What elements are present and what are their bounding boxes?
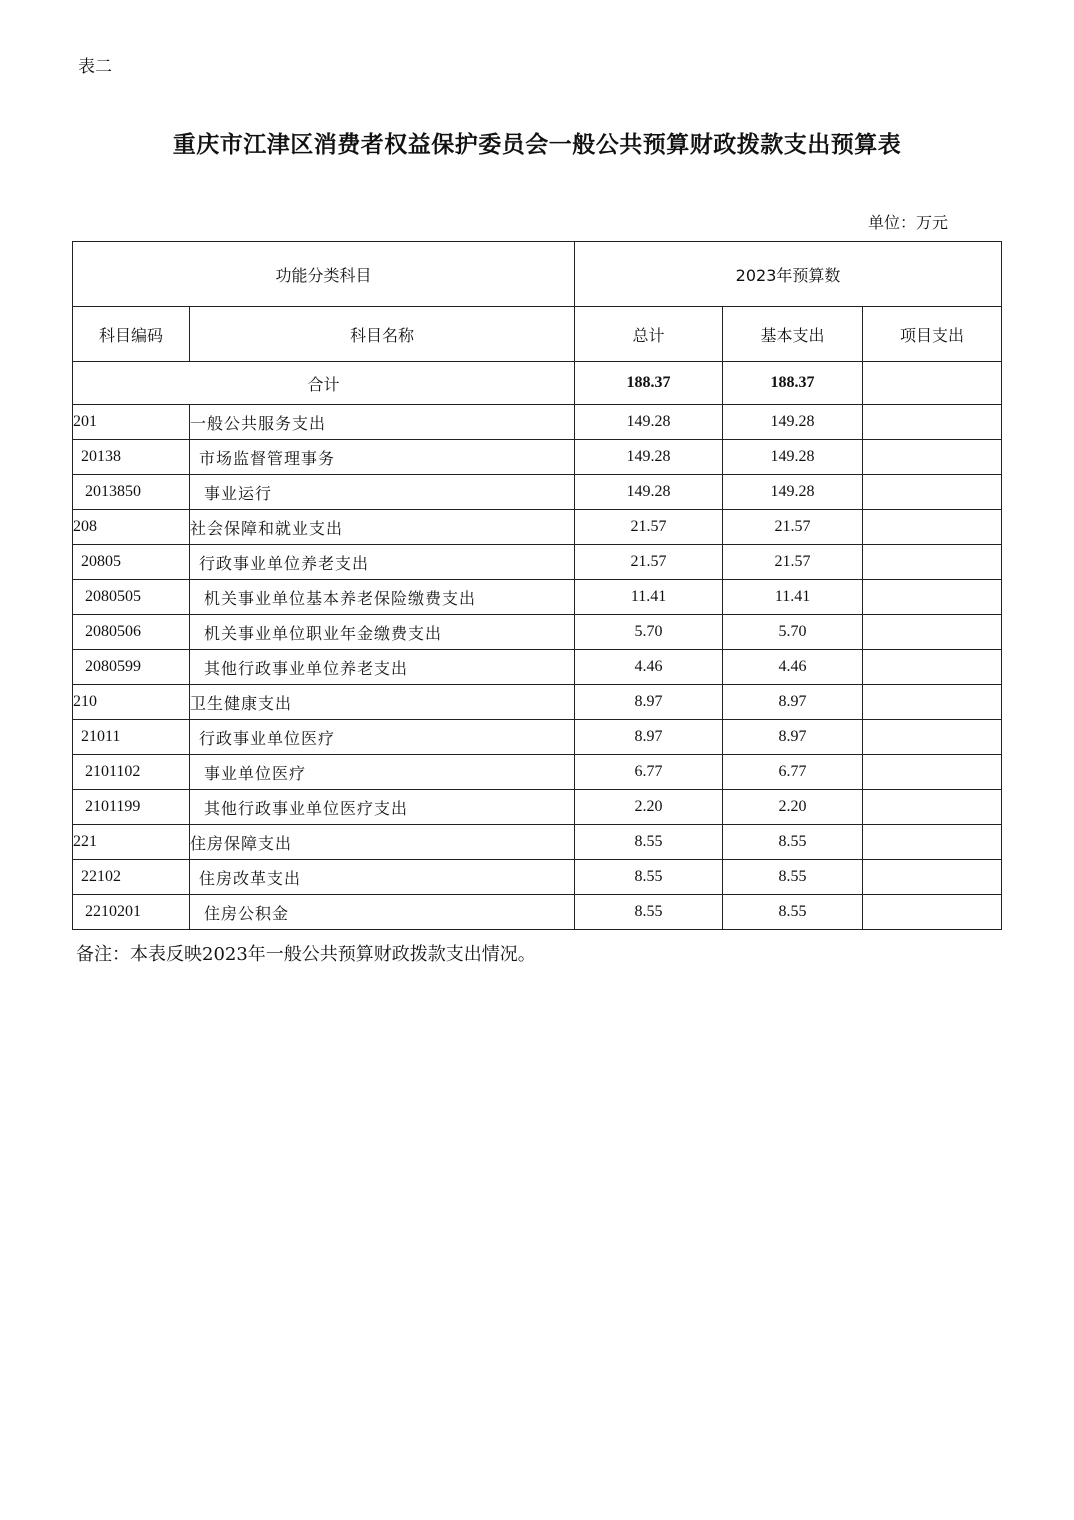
row-total: 4.46 (575, 650, 723, 685)
row-basic: 8.55 (723, 895, 863, 930)
row-project (863, 440, 1002, 475)
row-basic: 8.55 (723, 825, 863, 860)
row-code: 201 (73, 405, 190, 440)
row-total: 8.55 (575, 895, 723, 930)
table-row (73, 755, 1002, 790)
total-label: 合计 (73, 362, 575, 405)
row-basic: 149.28 (723, 405, 863, 440)
row-code: 2013850 (73, 475, 190, 510)
row-basic: 6.77 (723, 755, 863, 790)
unit-label: 单位：万元 (868, 213, 949, 232)
header-total: 总计 (575, 307, 723, 362)
row-basic: 4.46 (723, 650, 863, 685)
row-name: 行政事业单位养老支出 (190, 545, 575, 580)
row-basic: 8.55 (723, 860, 863, 895)
row-total: 8.97 (575, 685, 723, 720)
row-basic: 149.28 (723, 440, 863, 475)
row-total: 11.41 (575, 580, 723, 615)
row-project (863, 580, 1002, 615)
row-total: 149.28 (575, 475, 723, 510)
row-code: 2080506 (73, 615, 190, 650)
row-basic: 8.97 (723, 720, 863, 755)
row-total: 21.57 (575, 545, 723, 580)
row-code: 210 (73, 685, 190, 720)
row-total: 5.70 (575, 615, 723, 650)
row-code: 2080505 (73, 580, 190, 615)
row-code: 221 (73, 825, 190, 860)
row-name: 行政事业单位医疗 (190, 720, 575, 755)
table-row (73, 895, 1002, 930)
page-title: 重庆市江津区消费者权益保护委员会一般公共预算财政拨款支出预算表 (172, 131, 902, 158)
row-name: 其他行政事业单位医疗支出 (190, 790, 575, 825)
row-basic: 21.57 (723, 545, 863, 580)
row-code: 20138 (73, 440, 190, 475)
row-name: 一般公共服务支出 (190, 405, 575, 440)
row-total: 8.55 (575, 825, 723, 860)
row-project (863, 895, 1002, 930)
row-basic: 21.57 (723, 510, 863, 545)
row-name: 事业单位医疗 (190, 755, 575, 790)
row-name: 事业运行 (190, 475, 575, 510)
table-row (73, 615, 1002, 650)
row-total: 8.55 (575, 860, 723, 895)
row-name: 住房保障支出 (190, 825, 575, 860)
row-total: 2.20 (575, 790, 723, 825)
total-row (73, 362, 1002, 405)
row-basic: 5.70 (723, 615, 863, 650)
row-total: 149.28 (575, 405, 723, 440)
row-project (863, 860, 1002, 895)
row-name: 机关事业单位职业年金缴费支出 (190, 615, 575, 650)
row-total: 8.97 (575, 720, 723, 755)
table-row (73, 860, 1002, 895)
row-code: 2101199 (73, 790, 190, 825)
table-row (73, 545, 1002, 580)
table-row (73, 440, 1002, 475)
row-total: 6.77 (575, 755, 723, 790)
row-name: 卫生健康支出 (190, 685, 575, 720)
total-project (863, 362, 1002, 405)
header-basic: 基本支出 (723, 307, 863, 362)
row-project (863, 720, 1002, 755)
row-project (863, 615, 1002, 650)
row-project (863, 755, 1002, 790)
row-basic: 2.20 (723, 790, 863, 825)
footnote: 备注：本表反映2023年一般公共预算财政拨款支出情况。 (76, 944, 536, 965)
header-budget-year: 2023年预算数 (575, 242, 1002, 307)
header-row-group (73, 242, 1002, 307)
table-row (73, 510, 1002, 545)
row-name: 市场监督管理事务 (190, 440, 575, 475)
row-code: 22102 (73, 860, 190, 895)
row-code: 2210201 (73, 895, 190, 930)
table-row (73, 580, 1002, 615)
row-code: 2080599 (73, 650, 190, 685)
header-func-class: 功能分类科目 (73, 242, 575, 307)
total-basic: 188.37 (723, 362, 863, 405)
row-project (863, 825, 1002, 860)
total-total: 188.37 (575, 362, 723, 405)
row-project (863, 545, 1002, 580)
row-name: 住房改革支出 (190, 860, 575, 895)
row-project (863, 790, 1002, 825)
row-name: 其他行政事业单位养老支出 (190, 650, 575, 685)
table-row (73, 685, 1002, 720)
table-row (73, 405, 1002, 440)
table-row (73, 825, 1002, 860)
row-project (863, 405, 1002, 440)
table-row (73, 720, 1002, 755)
row-total: 149.28 (575, 440, 723, 475)
row-project (863, 475, 1002, 510)
header-code: 科目编码 (73, 307, 190, 362)
row-project (863, 685, 1002, 720)
header-name: 科目名称 (190, 307, 575, 362)
row-name: 住房公积金 (190, 895, 575, 930)
row-code: 2101102 (73, 755, 190, 790)
row-project (863, 650, 1002, 685)
header-row-columns (73, 307, 1002, 362)
row-basic: 8.97 (723, 685, 863, 720)
table-row (73, 475, 1002, 510)
row-project (863, 510, 1002, 545)
table-label: 表二 (78, 57, 112, 77)
row-name: 社会保障和就业支出 (190, 510, 575, 545)
row-total: 21.57 (575, 510, 723, 545)
row-basic: 149.28 (723, 475, 863, 510)
row-code: 20805 (73, 545, 190, 580)
row-code: 208 (73, 510, 190, 545)
table-row (73, 790, 1002, 825)
row-basic: 11.41 (723, 580, 863, 615)
header-project: 项目支出 (863, 307, 1002, 362)
row-name: 机关事业单位基本养老保险缴费支出 (190, 580, 575, 615)
budget-table (72, 241, 1002, 930)
row-code: 21011 (73, 720, 190, 755)
table-row (73, 650, 1002, 685)
